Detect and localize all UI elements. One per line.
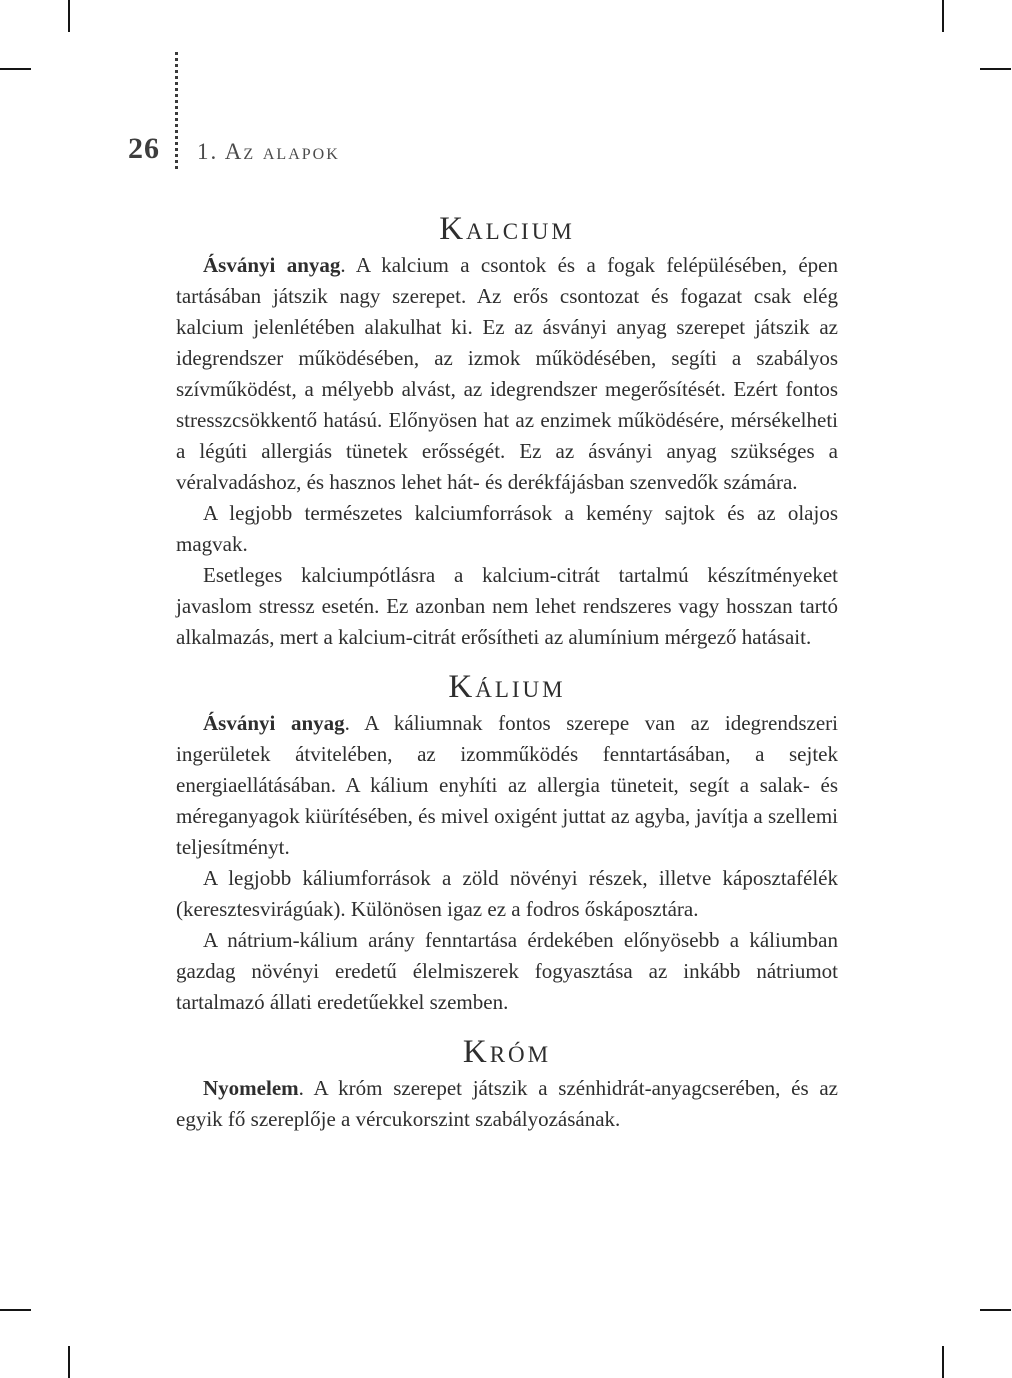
paragraph <box>176 863 838 925</box>
paragraph-lead-bold: Ásványi anyag <box>203 253 341 277</box>
paragraph-lead-bold: Nyomelem <box>203 1076 299 1100</box>
paragraph <box>176 498 838 560</box>
paragraph-text: A legjobb természetes kalciumforrások a kemény sajtok és az olajos magvak. <box>176 501 838 556</box>
paragraph <box>176 925 838 1018</box>
paragraph-text: . A káliumnak fontos szerepe van az idegrendszeri ingerületek átvitelében, az izomműködés fenntartásában, a sejtek energiaellátásában. A kálium enyhíti az allergia tüneteit, segít a salak- és méreganyagok kiürítésében, és mivel oxigént juttat az agyba, javítja a szellemi teljesítményt. <box>176 711 839 859</box>
paragraph-text: A legjobb káliumforrások a zöld növényi részek, illetve káposztafélék (keresztesvirágúak). Különösen igaz ez a fodros őskáposztára. <box>176 866 838 921</box>
crop-mark-top-left-vertical <box>68 0 70 32</box>
crop-mark-bottom-left-vertical <box>68 1346 70 1378</box>
section-heading: Króm <box>462 1034 552 1070</box>
page-number: 26 <box>128 132 160 165</box>
crop-mark-top-right-horizontal <box>980 68 1011 70</box>
crop-mark-bottom-left-horizontal <box>0 1309 31 1311</box>
text-column <box>176 212 838 1135</box>
crop-mark-bottom-right-horizontal <box>980 1309 1011 1311</box>
crop-mark-bottom-right-vertical <box>942 1346 944 1378</box>
paragraph <box>176 1073 838 1135</box>
dotted-separator-rule <box>175 52 178 171</box>
paragraph <box>176 250 838 498</box>
paragraph-text: A nátrium-kálium arány fenntartása érdekében előnyösebb a káliumban gazdag növényi eredetű élelmiszerek fogyasztása az inkább nátriumot tartalmazó állati eredetűekkel szemben. <box>176 928 838 1014</box>
paragraph-text: Esetleges kalciumpótlásra a kalcium-citrát tartalmú készítményeket javaslom stressz esetén. Ez azonban nem lehet rendszeres vagy hosszan tartó alkalmazás, mert a kalcium-citrát erősítheti az alumínium mérgező hatásait. <box>176 563 838 649</box>
paragraph-text: . A kalcium a csontok és a fogak felépülésében, épen tartásában játszik nagy szerepet. Az erős csontozat és fogazat csak elég kalcium jelenlétében alakulhat ki. Ez az ásványi anyag szerepet játszik az idegrendszer működésében, az izmok működésében, segíti a szabályos szívműködést, a mélyebb alvást, az idegrendszer megerősítését. Ezért fontos stresszcsökkentő hatású. Előnyösen hat az enzimek működésére, mérsékelheti a légúti allergiás tünetek erősségét. Ez az ásványi anyag szükséges a véralvadáshoz, és hasznos lehet hát- és derékfájásban szenvedők számára. <box>176 253 839 494</box>
section-heading: Kalcium <box>439 211 575 247</box>
paragraph <box>176 708 838 863</box>
crop-mark-top-right-vertical <box>942 0 944 32</box>
section-heading: Kálium <box>448 669 566 705</box>
paragraph <box>176 560 838 653</box>
paragraph-lead-bold: Ásványi anyag <box>203 711 345 735</box>
paragraph-text: . A króm szerepet játszik a szénhidrát-anyagcserében, és az egyik fő szereplője a vércukorszint szabályozásának. <box>176 1076 838 1131</box>
crop-mark-top-left-horizontal <box>0 68 31 70</box>
running-header: 1. Az alapok <box>197 139 340 164</box>
